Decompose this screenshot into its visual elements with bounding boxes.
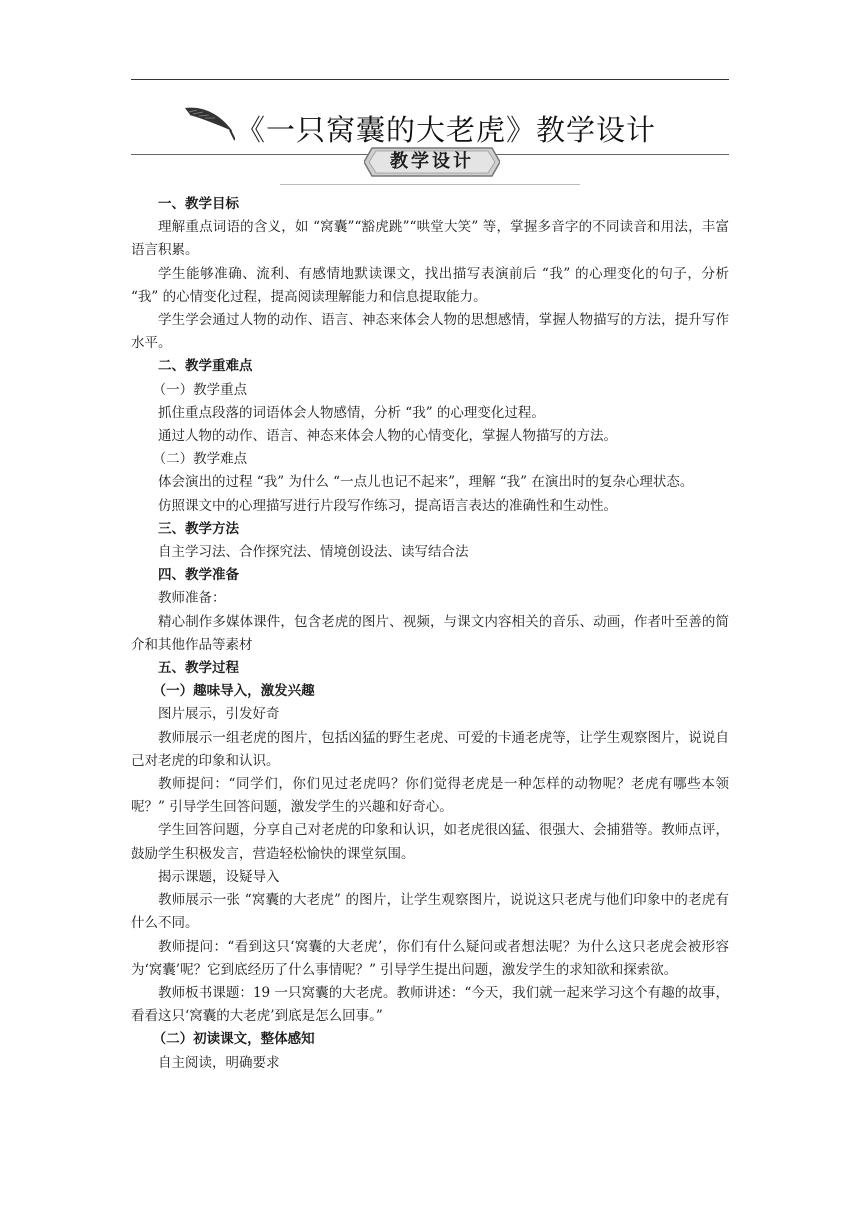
banner-underline <box>280 184 580 185</box>
subsection-heading: （二）教学难点 <box>152 451 248 468</box>
paragraph: 图片展示，引发好奇 <box>158 706 280 723</box>
paragraph: 精心制作多媒体课件，包含老虎的图片、视频，与课文内容相关的音乐、动画，作者叶至善的简介和其他作品等素材 <box>131 613 729 653</box>
section-heading: 二、教学重难点 <box>158 358 253 375</box>
document-body <box>131 193 729 1075</box>
subsection-heading: （二）初读课文，整体感知 <box>152 1031 315 1048</box>
paragraph: 自主学习法、合作探究法、情境创设法、读写结合法 <box>158 544 469 561</box>
paragraph: 揭示课题，设疑导入 <box>158 868 280 885</box>
paragraph: 学生学会通过人物的动作、语言、神态来体会人物的思想感情，掌握人物描写的方法，提升写作水平。 <box>131 312 729 352</box>
paragraph: 学生能够准确、流利、有感情地默读课文，找出描写表演前后 “我” 的心理变化的句子，分析 “我” 的心情变化过程，提高阅读理解能力和信息提取能力。 <box>131 265 729 305</box>
paragraph: 教师准备： <box>158 590 226 607</box>
paragraph: 自主阅读，明确要求 <box>158 1054 280 1071</box>
section-heading: 五、教学过程 <box>158 660 239 677</box>
paragraph: 体会演出的过程 “我” 为什么 “一点儿也记不起来”，理解 “我” 在演出时的复杂心理状态。 <box>158 474 694 491</box>
paragraph: 理解重点词语的含义，如 “窝囊”“豁虎跳”“哄堂大笑” 等，掌握多音字的不同读音和用法，丰富语言积累。 <box>131 219 729 259</box>
document-title: 《一只窝囊的大老虎》教学设计 <box>236 113 657 147</box>
paragraph: 学生回答问题，分享自己对老虎的印象和认识，如老虎很凶猛、很强大、会捕猎等。教师点评，鼓励学生积极发言，营造轻松愉快的课堂氛围。 <box>131 822 729 862</box>
subsection-heading: （一）趣味导入，激发兴趣 <box>152 683 315 700</box>
title-row <box>131 96 729 152</box>
paragraph: 教师提问：“看到这只‘窝囊的大老虎’，你们有什么疑问或者想法呢？为什么这只老虎会被形容为‘窝囊’呢？它到底经历了什么事情呢？” 引导学生提出问题，激发学生的求知欲和探索欲。 <box>131 938 729 978</box>
paragraph: 通过人物的动作、语言、神态来体会人物的心情变化，掌握人物描写的方法。 <box>158 428 617 445</box>
paragraph: 教师展示一张 “窝囊的大老虎” 的图片，让学生观察图片，说说这只老虎与他们印象中的老虎有什么不同。 <box>131 892 729 932</box>
paragraph: 教师展示一组老虎的图片，包括凶猛的野生老虎、可爱的卡通老虎等，让学生观察图片，说说自己对老虎的印象和认识。 <box>131 729 729 769</box>
paragraph: 教师提问：“同学们，你们见过老虎吗？你们觉得老虎是一种怎样的动物呢？老虎有哪些本领呢？” 引导学生回答问题，激发学生的兴趣和好奇心。 <box>131 776 729 816</box>
section-heading: 三、教学方法 <box>158 520 239 537</box>
paragraph: 抓住重点段落的词语体会人物感情，分析 “我” 的心理变化过程。 <box>158 404 545 421</box>
section-heading: 四、教学准备 <box>158 567 239 584</box>
paragraph: 教师板书课题：19 一只窝囊的大老虎。教师讲述：“今天，我们就一起来学习这个有趣的故事，看看这只‘窝囊的大老虎’到底是怎么回事。” <box>131 984 729 1025</box>
paragraph: 仿照课文中的心理描写进行片段写作练习，提高语言表达的准确性和生动性。 <box>158 497 617 514</box>
subsection-heading: （一）教学重点 <box>152 381 248 398</box>
quill-pen-icon <box>183 102 235 142</box>
section-heading: 一、教学目标 <box>158 196 239 212</box>
section-banner: 教学设计 <box>390 151 474 172</box>
header-rule <box>131 79 729 80</box>
